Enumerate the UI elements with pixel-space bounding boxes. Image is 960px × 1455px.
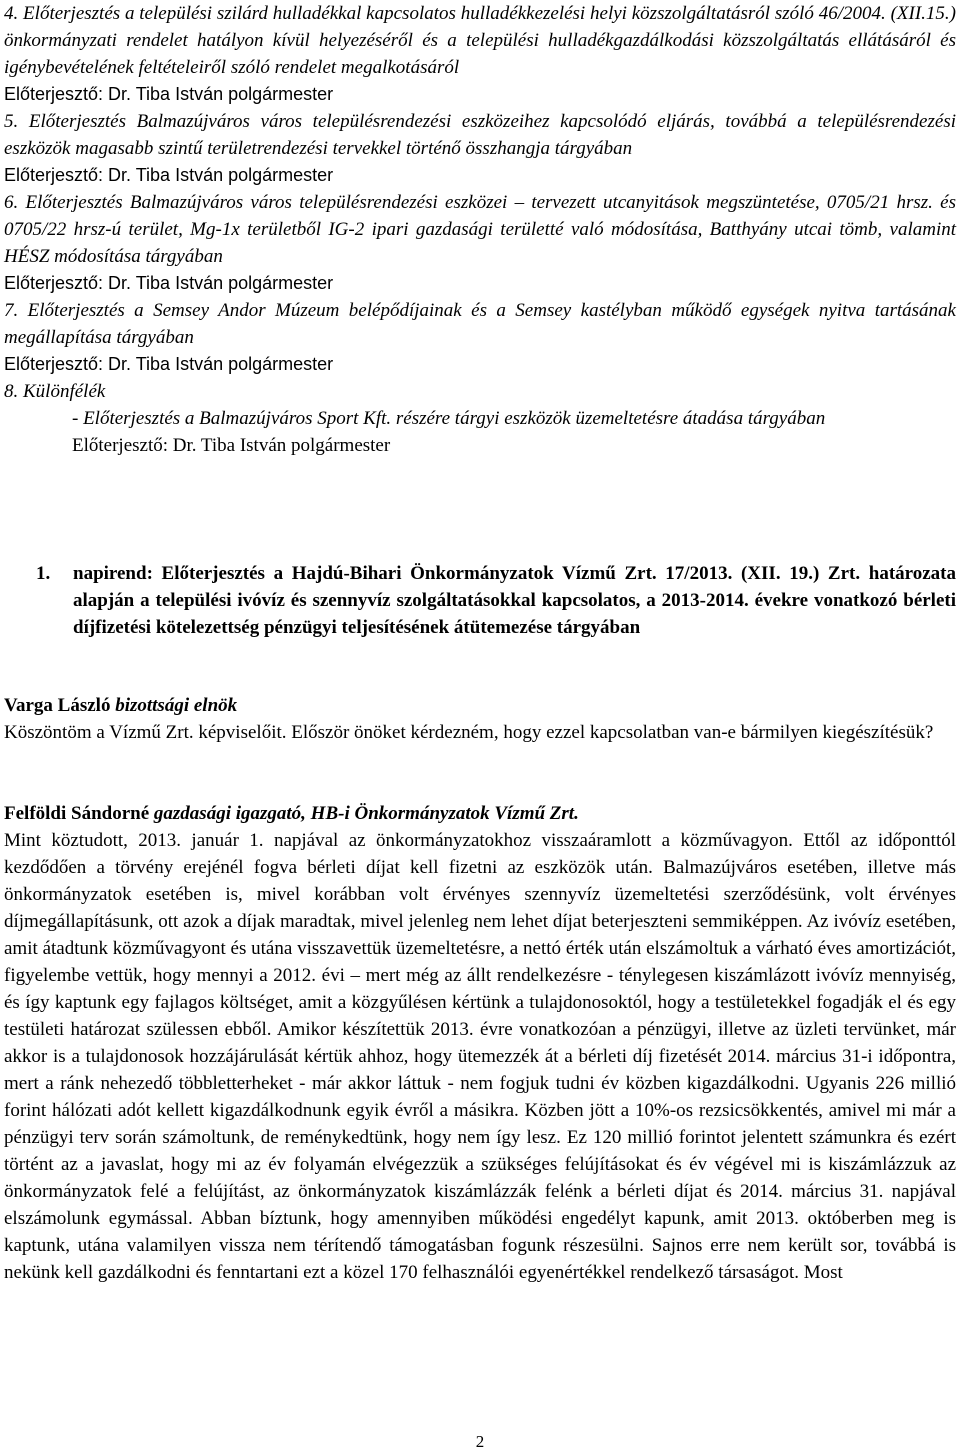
speech-text: Mint köztudott, 2013. január 1. napjával az önkormányzatokhoz visszaáramlott a közművagyon. Ettől az időponttól kezdődően a törvény erejénél fogva bérleti díjat kell fizetni az eszközök után. Balmazújváros esetében, illetve más önkormányzatok esetében is, mivel korábban volt érvényes szennyvíz üzemeltetési szerződésünk, volt érvényes díjmegállapításunk, ott azok a díjak maradtak, mivel jelenleg nem lehet díjat beterjeszteni semmiképpen. Az ivóvíz esetében, amit átadtunk közművagyont és utána visszavettük üzemeltetésre, a nettó érték után elszámoltuk a várható éves amortizációt, figyelembe vettük, hogy mennyi a 2012. évi – mert még az állt rendelkezésre - ténylegesen kiszámlázott ivóvíz mennyiség, és így kaptunk egy fajlagos költséget, amit a közgyűlésen kértünk a tulajdonosoktól, hogy a testületekkel fogadják el és egy testületi határozat szülessen ebből. Amikor készítettük 2013. évre vonatkozóan a pénzügyi, illetve az üzleti tervünket, már akkor is a tulajdonosok hozzájárulását kértük ahhoz, hogy ütemezzék át a bérleti díj fizetését 2014. március 31-i időpontra, mert a ránk nehezedő többletterheket - már akkor láttuk - nem fogjuk tudni év közben kigazdálkodni. Ugyanis 226 millió forint hálózati adót kellett kigazdálkodnunk egyik évről a másikra. Közben jött a 10%-os rezsicsökkentés, amivel mi már a pénzügyi terv során számoltunk, de reménykedtünk, hogy nem így lesz. Ez 120 millió forintot jelentett számunkra és ezért történt az a javaslat, hogy mi az év folyamán elvégezzük a szükséges felújításokat és év végével mi is kiszámlázzuk az önkormányzatok felé a felújítást, az önkormányzatok kiszámlázzák felénk a bérleti díjat és 2014. március 31. napjával elszámolunk egymással. Abban bíztunk, hogy amennyiben működési engedélyt kapunk, amit 2013. októberben meg is kaptunk, utána valamilyen vissza nem térítendő támogatásban fogunk részesülni. Sajnos erre nem került sor, továbbá is nekünk kell gazdálkodni és fenntartani ezt a közel 170 felhasználói egyenértékkel rendelkező társaságot. Most (4, 830, 956, 1283)
agenda-item-6-presenter: Előterjesztő: Dr. Tiba István polgármester (4, 273, 334, 293)
agenda-item-7: 7. Előterjesztés a Semsey Andor Múzeum belépődíjainak és a Semsey kastélyban működő egységek nyitva tartásának megállapítása tárgyában (4, 300, 956, 348)
agenda-item-5-presenter: Előterjesztő: Dr. Tiba István polgármester (4, 165, 334, 185)
speaker-line (4, 800, 956, 827)
agenda-list (4, 0, 956, 459)
speaker-name: Varga László (4, 695, 111, 716)
speech-block (4, 800, 956, 1286)
agenda-item-8-sub-presenter: Előterjesztő: Dr. Tiba István polgármester (72, 435, 391, 456)
agenda-item-8-sub: - Előterjesztés a Balmazújváros Sport Kft. részére tárgyi eszközök üzemeltetésre átadása tárgyában (72, 408, 826, 429)
speaker-role: bizottsági elnök (115, 695, 238, 716)
speech-text: Köszöntöm a Vízmű Zrt. képviselőit. Először önöket kérdezném, hogy ezzel kapcsolatban van-e bármilyen kiegészítésük? (4, 722, 934, 743)
speech-block (4, 692, 956, 746)
page-number: 2 (475, 1432, 485, 1451)
napirend-heading (36, 560, 956, 641)
agenda-item-4-presenter: Előterjesztő: Dr. Tiba István polgármester (4, 84, 334, 104)
agenda-item-7-presenter: Előterjesztő: Dr. Tiba István polgármester (4, 354, 334, 374)
agenda-item-5: 5. Előterjesztés Balmazújváros város településrendezési eszközeihez kapcsolódó eljárás, továbbá a településrendezési eszközök magasabb szintű területrendezési tervekkel történő összhangja tárgyában (4, 111, 956, 159)
napirend-number: 1. (36, 563, 51, 584)
speaker-line (4, 692, 956, 719)
speaker-role: gazdasági igazgató, HB-i Önkormányzatok Vízmű Zrt. (153, 803, 579, 824)
agenda-item-4: 4. Előterjesztés a települési szilárd hulladékkal kapcsolatos hulladékkezelési helyi közszolgáltatásról szóló 46/2004. (XII.15.) önkormányzati rendelet hatályon kívül helyezéséről és a települési hulladékgazdálkodási közszolgáltatás ellátásáról és igénybevételének feltételeiről szóló rendelet megalkotásáról (4, 3, 956, 78)
agenda-item-8: 8. Különfélék (4, 381, 106, 402)
napirend-text: napirend: Előterjesztés a Hajdú-Bihari Önkormányzatok Vízmű Zrt. 17/2013. (XII. 19.) Zrt. határozata alapján a települési ivóvíz és szennyvíz szolgáltatásokkal kapcsolatos, a 2013-2014. évekre vonatkozó bérleti díjfizetési kötelezettség pénzügyi teljesítésének átütemezése tárgyában (73, 563, 956, 638)
agenda-item-6: 6. Előterjesztés Balmazújváros város településrendezési eszközei – tervezett utcanyitások megszüntetése, 0705/21 hrsz. és 0705/22 hrsz-ú terület, Mg-1x területből IG-2 ipari gazdasági területté való módosítása, Batthyány utcai tömb, valamint HÉSZ módosítása tárgyában (4, 192, 956, 267)
speaker-name: Felföldi Sándorné (4, 803, 150, 824)
